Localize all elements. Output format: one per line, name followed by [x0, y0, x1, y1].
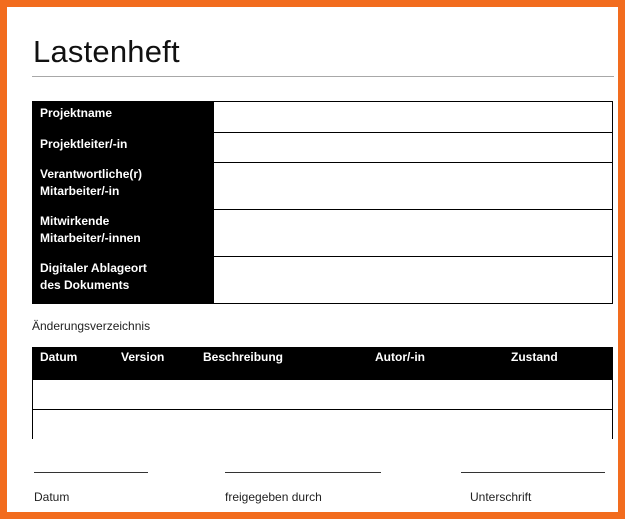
info-row-project-lead: [33, 133, 613, 163]
info-row-project-name: [33, 102, 613, 133]
info-label-contributors: [33, 210, 214, 257]
column-header-date: Datum: [40, 350, 78, 364]
column-header-version: Version: [121, 350, 165, 364]
date-label: Datum: [34, 490, 70, 504]
info-row-storage-location: [33, 257, 613, 304]
info-label-line: Mitarbeiter/-in: [40, 184, 120, 198]
title-divider: [32, 76, 614, 77]
column-header-status: Zustand: [511, 350, 558, 364]
info-label-line: Verantwortliche(r): [40, 167, 143, 181]
signature-line[interactable]: [461, 472, 605, 473]
project-info-table: [32, 101, 613, 304]
column-header-description: Beschreibung: [203, 350, 284, 364]
info-label-line: Projektleiter/-in: [40, 137, 128, 151]
info-row-responsible: [33, 163, 613, 210]
info-label-project-name: [33, 102, 214, 133]
info-value-storage-location[interactable]: [214, 257, 613, 304]
info-label-responsible: [33, 163, 214, 210]
info-label-project-lead: [33, 133, 214, 163]
approved-by-signature-line[interactable]: [225, 472, 381, 473]
info-value-project-lead[interactable]: [214, 133, 613, 163]
info-value-contributors[interactable]: [214, 210, 613, 257]
info-label-line: Mitarbeiter/-innen: [40, 231, 141, 245]
change-log-row[interactable]: [33, 409, 612, 439]
change-log-table: [32, 347, 613, 439]
info-row-contributors: [33, 210, 613, 257]
approved-by-label: freigegeben durch: [225, 490, 322, 504]
info-label-line: Mitwirkende: [40, 214, 110, 228]
signature-label: Unterschrift: [470, 490, 532, 504]
info-label-storage-location: [33, 257, 214, 304]
info-label-line: Digitaler Ablageort: [40, 261, 147, 275]
change-log-row[interactable]: [33, 379, 612, 410]
column-header-author: Autor/-in: [375, 350, 425, 364]
info-value-responsible[interactable]: [214, 163, 613, 210]
date-signature-line[interactable]: [34, 472, 148, 473]
document-title: Lastenheft: [33, 34, 180, 69]
change-log-header: [33, 348, 612, 379]
info-label-line: des Dokuments: [40, 278, 130, 292]
info-value-project-name[interactable]: [214, 102, 613, 133]
change-log-caption: Änderungsverzeichnis: [32, 319, 151, 333]
info-label-line: Projektname: [40, 106, 113, 120]
